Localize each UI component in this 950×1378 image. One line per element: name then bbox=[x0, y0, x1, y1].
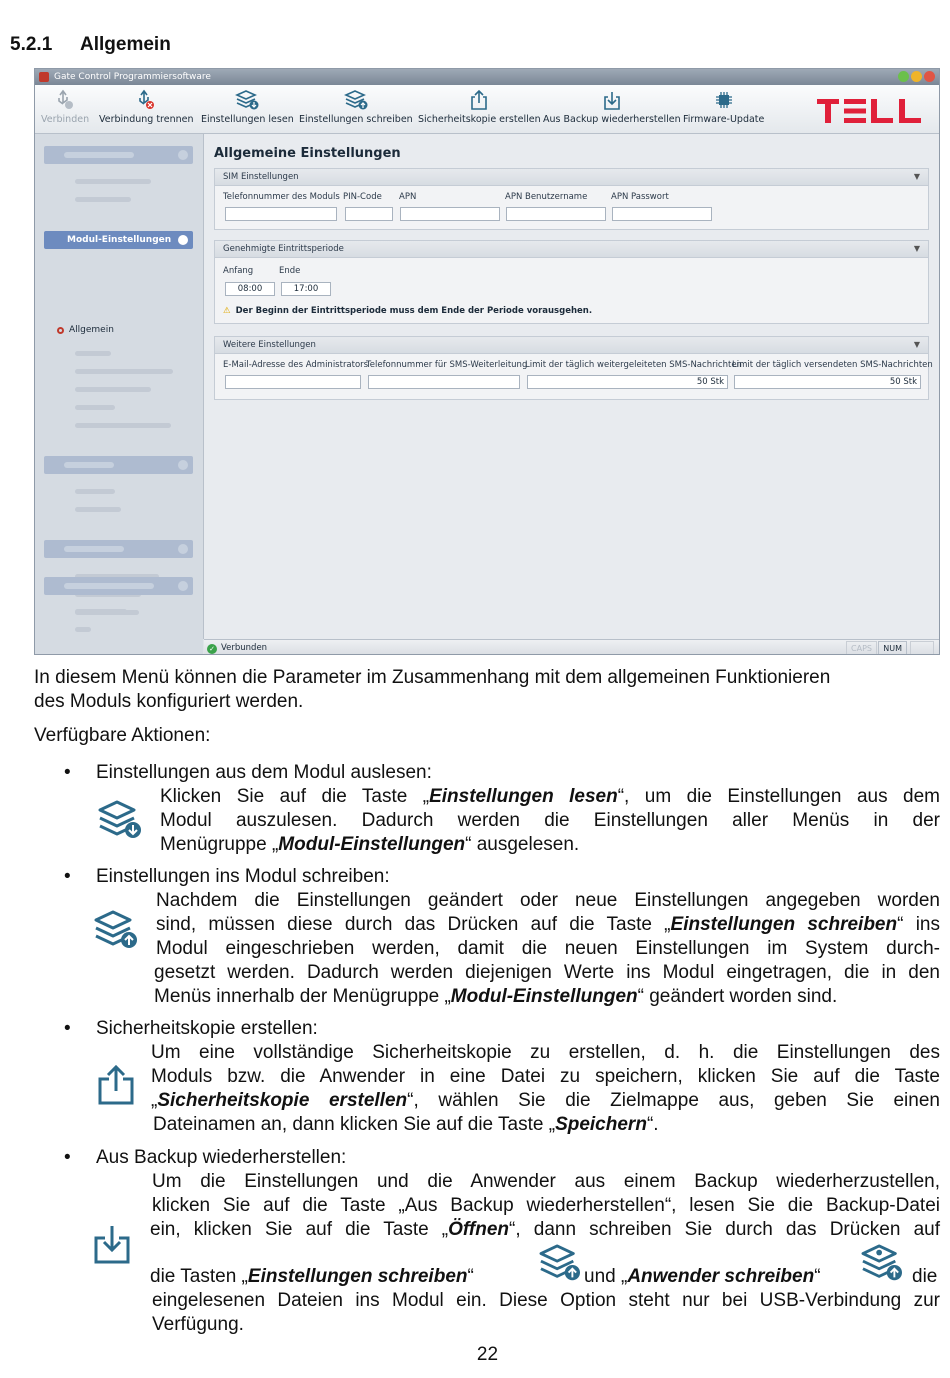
entry-period-panel bbox=[214, 240, 929, 324]
bullet-3-line-3: „Sicherheitskopie erstellen“, wählen Sie die Zielmappe aus, geben Sie einen bbox=[151, 1090, 940, 1111]
send-limit-input[interactable]: 50 Stk bbox=[734, 375, 921, 389]
close-button[interactable] bbox=[924, 71, 935, 82]
actions-label: Verfügbare Aktionen: bbox=[34, 725, 211, 746]
intro-line-1: In diesem Menü können die Parameter im Zusammenhang mit dem allgemeinen Funktionieren bbox=[34, 667, 831, 688]
apn-user-input[interactable] bbox=[506, 207, 606, 221]
apn-label: APN bbox=[399, 192, 417, 202]
bullet-dot: • bbox=[64, 1147, 71, 1168]
bullet-4-line-4a: die Tasten „Einstellungen schreiben“ bbox=[150, 1266, 474, 1287]
content-title: Allgemeine Einstellungen bbox=[214, 146, 401, 161]
sidebar-item-allgemein[interactable]: Allgemein bbox=[57, 325, 114, 335]
bullet-3-title: Sicherheitskopie erstellen: bbox=[96, 1018, 318, 1039]
num-indicator: NUM bbox=[878, 641, 907, 655]
bullet-3-line-2: Moduls bzw. die Anwender in eine Datei zu speichern, klicken Sie auf die Taste bbox=[151, 1066, 940, 1087]
bullet-2-line-4: gesetzt werden. Dadurch werden diejenigen Werte ins Modul eingetragen, die in den bbox=[154, 962, 940, 983]
firmware-update-button[interactable]: Firmware-Update bbox=[683, 89, 764, 125]
scroll-indicator bbox=[910, 641, 934, 655]
intro-line-2: des Moduls konfiguriert werden. bbox=[34, 691, 304, 712]
start-time-input[interactable]: 08:00 bbox=[225, 282, 275, 296]
more-settings-panel bbox=[214, 336, 933, 400]
bullet-1-line-2: Modul auszulesen. Dadurch werden die Einstellungen aller Menüs in der bbox=[160, 810, 940, 831]
bullet-4-line-1: Um die Einstellungen und die Anwender aus einem Backup wiederherzustellen, bbox=[152, 1171, 940, 1192]
panel-header[interactable]: Weitere Einstellungen ▼ bbox=[215, 337, 928, 354]
content-area bbox=[204, 134, 939, 639]
bullet-4-line-4c: die bbox=[912, 1266, 938, 1287]
panel-header[interactable]: SIM Einstellungen ▼ bbox=[215, 169, 928, 186]
settings-write-icon bbox=[343, 89, 369, 111]
sidebar-group-1[interactable] bbox=[44, 146, 193, 164]
usb-disconnect-icon bbox=[135, 89, 157, 111]
send-limit-label: Limit der täglich versendeten SMS-Nachrichten bbox=[732, 360, 933, 370]
section-title: Allgemein bbox=[80, 34, 171, 55]
panel-header[interactable]: Genehmigte Eintrittsperiode ▼ bbox=[215, 241, 928, 258]
sim-settings-panel bbox=[214, 168, 929, 230]
admin-email-input[interactable] bbox=[225, 375, 361, 389]
bullet-4-title: Aus Backup wiederherstellen: bbox=[96, 1147, 347, 1168]
bullet-3-line-1: Um eine vollständige Sicherheitskopie zu erstellen, d. h. die Einstellungen des bbox=[151, 1042, 940, 1063]
section-number: 5.2.1 bbox=[10, 34, 53, 55]
sms-forward-input[interactable] bbox=[368, 375, 520, 389]
chevron-down-icon bbox=[178, 235, 188, 245]
collapse-icon: ▼ bbox=[913, 244, 920, 253]
collapse-icon: ▼ bbox=[913, 340, 920, 349]
bullet-1-line-1: Klicken Sie auf die Taste „Einstellungen lesen“, um die Einstellungen aus dem bbox=[160, 786, 940, 807]
settings-read-icon bbox=[234, 89, 260, 111]
connect-button[interactable]: Verbinden bbox=[41, 89, 89, 125]
app-icon bbox=[39, 72, 49, 82]
bullet-4-line-5: eingelesenen Dateien ins Modul ein. Diese Option steht nur bei USB-Verbindung zur bbox=[152, 1290, 940, 1311]
collapse-icon: ▼ bbox=[913, 172, 920, 181]
warning-icon: ⚠ bbox=[223, 306, 231, 316]
restore-backup-button[interactable]: Aus Backup wiederherstellen bbox=[543, 89, 681, 125]
bullet-dot: • bbox=[64, 866, 71, 887]
phone-label: Telefonnummer des Moduls bbox=[223, 192, 340, 202]
import-icon bbox=[601, 89, 623, 111]
pin-input[interactable] bbox=[345, 207, 393, 221]
apn-password-input[interactable] bbox=[612, 207, 712, 221]
disconnect-button[interactable]: Verbindung trennen bbox=[99, 89, 194, 125]
start-label: Anfang bbox=[223, 266, 254, 276]
bullet-dot: • bbox=[64, 1018, 71, 1039]
chip-icon bbox=[713, 89, 735, 111]
apn-user-label: APN Benutzername bbox=[505, 192, 588, 202]
settings-write-icon bbox=[537, 1244, 583, 1284]
phone-input[interactable] bbox=[225, 207, 337, 221]
status-bar bbox=[204, 639, 939, 655]
users-write-icon bbox=[859, 1244, 905, 1284]
bullet-3-line-4: Dateinamen an, dann klicken Sie auf die Taste „Speichern“. bbox=[153, 1114, 659, 1135]
sidebar-group-4[interactable] bbox=[44, 540, 193, 558]
bullet-2-line-1: Nachdem die Einstellungen geändert oder neue Einstellungen angegeben worden bbox=[156, 890, 940, 911]
sidebar-group-5[interactable] bbox=[44, 577, 193, 595]
page-number: 22 bbox=[476, 1344, 499, 1365]
sidebar bbox=[35, 134, 204, 639]
read-settings-button[interactable]: Einstellungen lesen bbox=[201, 89, 294, 125]
bullet-2-line-2: sind, müssen diese durch das Drücken auf die Taste „Einstellungen schreiben“ ins bbox=[156, 914, 940, 935]
create-backup-button[interactable]: Sicherheitskopie erstellen bbox=[418, 89, 541, 125]
settings-write-icon bbox=[92, 910, 140, 952]
export-icon bbox=[96, 1063, 138, 1107]
bullet-2-title: Einstellungen ins Modul schreiben: bbox=[96, 866, 390, 887]
apn-input[interactable] bbox=[400, 207, 500, 221]
forward-limit-label: Limit der täglich weitergeleiteten SMS-Nachrichten bbox=[525, 360, 742, 370]
bullet-2-line-5: Menüs innerhalb der Menügruppe „Modul-Einstellungen“ geändert worden sind. bbox=[154, 986, 838, 1007]
status-text: Verbunden bbox=[221, 643, 268, 653]
caps-indicator: CAPS bbox=[846, 641, 877, 655]
forward-limit-input[interactable]: 50 Stk bbox=[527, 375, 728, 389]
maximize-button[interactable] bbox=[911, 71, 922, 82]
selected-radio-icon bbox=[57, 327, 64, 334]
bullet-2-line-3: Modul eingeschrieben werden, damit die neuen Einstellungen im System durch- bbox=[156, 938, 940, 959]
app-window bbox=[34, 68, 940, 655]
import-icon bbox=[92, 1222, 134, 1266]
title-bar bbox=[35, 69, 939, 85]
bullet-4-line-4b: und „Anwender schreiben“ bbox=[584, 1266, 821, 1287]
sidebar-group-modul-einstellungen[interactable]: Modul-Einstellungen bbox=[44, 231, 193, 249]
pin-label: PIN-Code bbox=[343, 192, 382, 202]
tell-logo bbox=[817, 99, 929, 127]
bullet-dot: • bbox=[64, 762, 71, 783]
admin-email-label: E-Mail-Adresse des Administrators bbox=[223, 360, 369, 370]
bullet-1-line-3: Menügruppe „Modul-Einstellungen“ ausgelesen. bbox=[160, 834, 580, 855]
minimize-button[interactable] bbox=[898, 71, 909, 82]
toolbar bbox=[35, 85, 939, 134]
period-warning: ⚠ Der Beginn der Eintrittsperiode muss dem Ende der Periode vorausgehen. bbox=[223, 306, 593, 316]
bullet-4-line-2: klicken Sie auf die Taste „Aus Backup wiederherstellen“, lesen Sie die Backup-Datei bbox=[152, 1195, 940, 1216]
export-icon bbox=[468, 89, 490, 111]
bullet-4-line-6: Verfügung. bbox=[152, 1314, 244, 1335]
sidebar-group-3[interactable] bbox=[44, 456, 193, 474]
bullet-1-title: Einstellungen aus dem Modul auslesen: bbox=[96, 762, 432, 783]
connected-check-icon: ✓ bbox=[207, 644, 217, 654]
bullet-4-line-3: ein, klicken Sie auf die Taste „Öffnen“, dann schreiben Sie durch das Drücken auf bbox=[150, 1219, 940, 1240]
settings-read-icon bbox=[96, 800, 144, 842]
apn-password-label: APN Passwort bbox=[611, 192, 669, 202]
sms-forward-label: Telefonnummer für SMS-Weiterleitung bbox=[366, 360, 528, 370]
write-settings-button[interactable]: Einstellungen schreiben bbox=[299, 89, 413, 125]
usb-connect-icon bbox=[54, 89, 76, 111]
section-heading bbox=[10, 34, 171, 56]
end-time-input[interactable]: 17:00 bbox=[281, 282, 331, 296]
window-title: Gate Control Programmiersoftware bbox=[54, 72, 211, 82]
end-label: Ende bbox=[279, 266, 301, 276]
